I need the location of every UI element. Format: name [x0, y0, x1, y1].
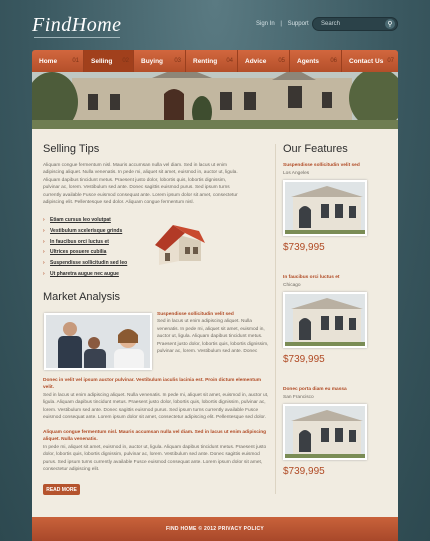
feature-location: Los Angeles [283, 170, 310, 176]
house-facade-image [32, 72, 398, 129]
footer-text[interactable]: FIND HOME © 2012 PRIVACY POLICY [165, 526, 265, 532]
tips-list [43, 215, 127, 280]
hero-banner [32, 72, 398, 129]
selling-tips-title: Selling Tips [43, 143, 100, 155]
nav-label: Selling [91, 57, 113, 65]
main-content [32, 129, 398, 517]
nav-item-advice[interactable] [238, 50, 290, 72]
market-paragraph-heading: Aliquam congue fermentum nisl. Mauris accumsan nulla vel diam. Sed in lacus ut enim adipiscing aliquet. Nulla venenatis. [43, 430, 267, 443]
feature-image[interactable] [283, 180, 367, 236]
feature-heading[interactable]: In faucibus orci luctus et [283, 275, 340, 280]
search-input[interactable]: Search [321, 21, 341, 27]
feature-price: $739,995 [283, 353, 325, 365]
tips-list-item[interactable]: › Ultrices posuere cubilia [43, 247, 127, 258]
column-divider [275, 144, 276, 494]
market-side-heading: Suspendisse sollicitudin velit sed [157, 312, 234, 317]
house-image [285, 294, 367, 348]
nav-item-home[interactable] [32, 50, 84, 72]
nav-label: Advice [245, 57, 267, 65]
house-image [285, 406, 367, 460]
link-separator: | [280, 21, 282, 27]
main-nav [32, 50, 398, 72]
top-links [256, 21, 313, 27]
market-analysis-title: Market Analysis [43, 291, 121, 303]
house-image [285, 182, 367, 236]
nav-number: 04 [226, 58, 233, 64]
our-features-title: Our Features [283, 143, 348, 155]
nav-number: 01 [72, 58, 79, 64]
market-paragraph-1 [43, 377, 269, 421]
market-paragraph-2 [43, 429, 269, 473]
read-more-button[interactable]: READ MORE [43, 484, 80, 495]
tips-list-item[interactable]: › Ut pharetra augue nec augue [43, 269, 127, 280]
market-paragraph-text: Sed in lacus ut enim adipiscing aliquet. Nulla venenatis. In pede mi, aliquet sit amet, euismod in, auctor ut, ligula. Aliquam dapibus tincidunt metus. Praesent justo dolor, lobortis quis, lobortis dignissim, pulvinar ac, lorem. Vestibulum sed ante. Donec sagittis euismod purus. Sed ipsum turns currently available Fusce euismod consequat ante. Lorem ipsum dolor sit amet, consectetur adipiscing elit. Pellentesque sed dolor. [43, 392, 269, 421]
nav-label: Buying [141, 57, 164, 65]
feature-location: Chicago [283, 282, 301, 288]
sign-in-link[interactable]: Sign In [256, 21, 275, 27]
tips-list-item[interactable]: › In faucibus orci luctus et [43, 237, 127, 248]
logo-underline [34, 37, 120, 38]
market-paragraph-text: In pede mi, aliquet sit amet, euismod in, auctor ut, ligula. Aliquam dapibus tincidunt metus. Praesent justo dolor, lobortis quis, lobortis dignissim, pulvinar ac, lorem. Vestibulum sed ante. Donec sagittis euismod purus. Sed ipsum turns currently available Fusce euismod consequat ante. Lorem ipsum dolor sit amet, consectetur adipiscing elit. [43, 444, 267, 473]
tips-list-item[interactable]: › Vestibulum scelerisque grinds [43, 226, 127, 237]
nav-label: Renting [193, 57, 218, 65]
support-link[interactable]: Support [287, 21, 309, 27]
people-image [46, 315, 152, 370]
site-logo[interactable]: FindHome [32, 14, 122, 36]
tips-list-item[interactable]: › Suspendisse sollicitudin sed leo [43, 258, 127, 269]
nav-item-agents[interactable] [290, 50, 342, 72]
nav-item-renting[interactable] [186, 50, 238, 72]
agents-photo [44, 313, 152, 370]
nav-number: 06 [330, 58, 337, 64]
nav-label: Agents [297, 57, 320, 65]
feature-image[interactable] [283, 404, 367, 460]
feature-image[interactable] [283, 292, 367, 348]
nav-number: 02 [122, 58, 129, 64]
house-model-icon [153, 219, 205, 267]
nav-number: 03 [174, 58, 181, 64]
market-paragraph-heading: Donec in velit vel ipsum auctor pulvinar. Vestibulum iaculis lacinia est. Proin dictum elementum velit. [43, 378, 262, 391]
nav-number: 05 [278, 58, 285, 64]
feature-heading[interactable]: Donec porta diam eu massa [283, 387, 347, 392]
feature-item [283, 163, 387, 253]
feature-item [283, 387, 387, 477]
nav-label: Contact Us [349, 57, 384, 65]
selling-tips-text: Aliquam congue fermentum nisl. Mauris accumsan nulla vel diam. Sed in lacus ut enim adipiscing aliquet. Nulla venenatis. In pede mi, aliquet sit amet, euismod in, auctor ut, ligula. Aliquam dapibus tincidunt metus. Praesent justo dolor, lobortis quis, lobortis dignissim, pulvinar ac, lorem. Vestibulum sed ante. Donec sagittis euismod purus. Sed ipsum turns currently available Fusce euismod consequat ante. Lorem ipsum dolor sit amet, consectetur adipiscing elit. Pellentesque sed dolor. Aliquam congue fermentum nisl. [43, 163, 238, 206]
tips-list-item[interactable]: › Etiam cursus leo volutpat [43, 215, 127, 226]
nav-label: Home [39, 57, 58, 65]
feature-item [283, 275, 387, 365]
feature-location: San Francisco [283, 394, 314, 400]
feature-price: $739,995 [283, 241, 325, 253]
market-side-text [157, 311, 269, 355]
feature-price: $739,995 [283, 465, 325, 477]
market-side-paragraph: Sed in lacus ut enim adipiscing aliquet. Nulla venenatis. In pede mi, aliquet sit amet, euismod in, auctor ut, ligula. Aliquam dapibus tincidunt metus. Praesent justo dolor, lobortis quis, lobortis dignissim, pulvinar ac, lorem. Vestibulum sed ante. Donec [157, 319, 269, 355]
feature-heading[interactable]: Suspendisse sollicitudin velit sed [283, 163, 360, 168]
footer [32, 517, 398, 541]
search-box [312, 17, 398, 31]
search-icon[interactable]: ⚲ [385, 19, 395, 29]
nav-number: 07 [387, 58, 394, 64]
nav-item-contact[interactable] [342, 50, 398, 72]
nav-item-selling[interactable] [84, 50, 134, 72]
nav-item-buying[interactable] [134, 50, 186, 72]
